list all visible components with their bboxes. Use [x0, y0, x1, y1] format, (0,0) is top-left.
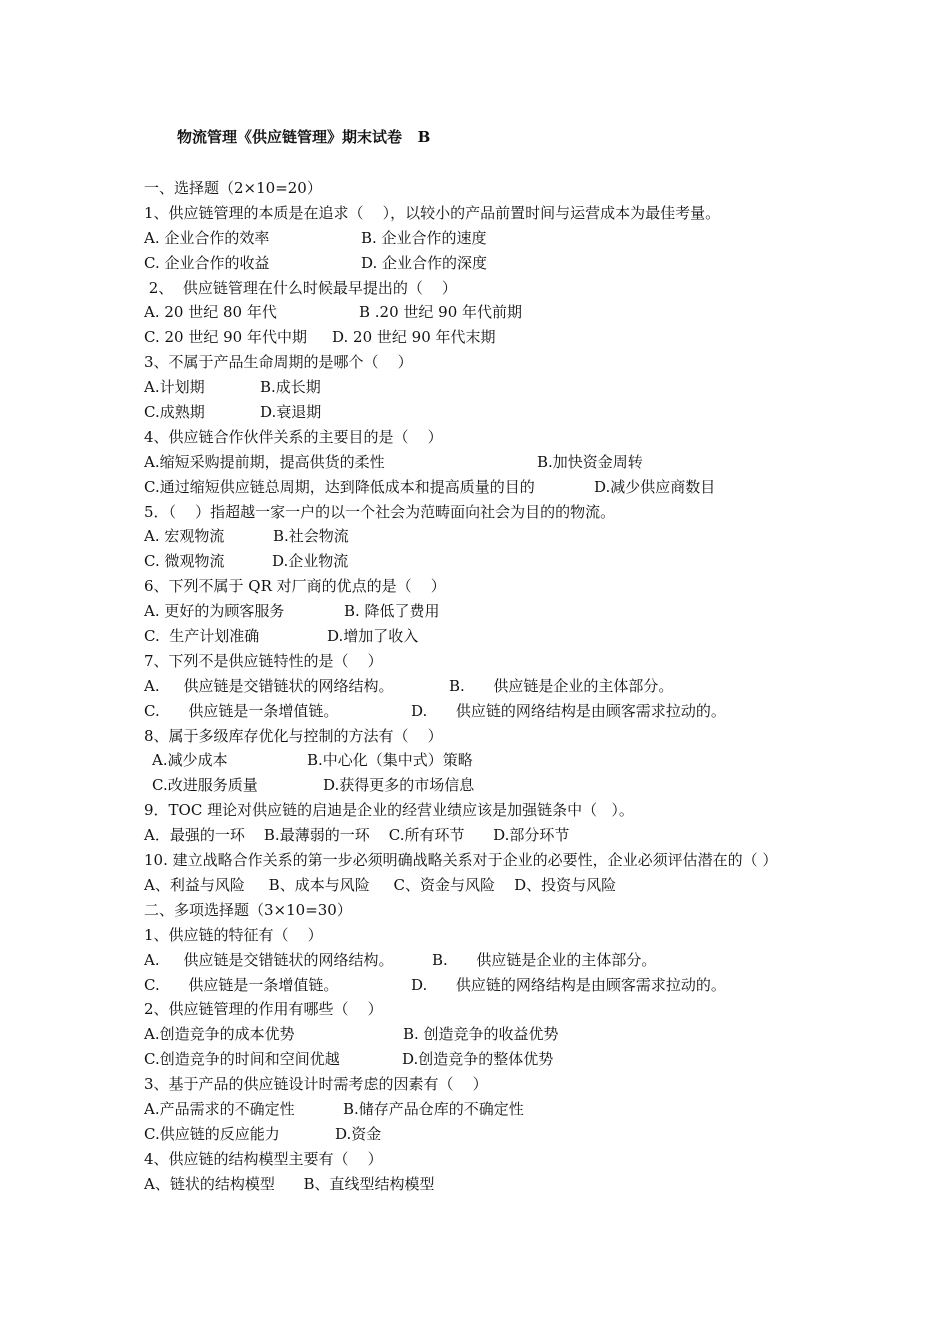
- option-c: C.通过缩短供应链总周期，达到降低成本和提高质量的目的: [144, 477, 535, 496]
- option-d: D. 供应链的网络结构是由顾客需求拉动的。: [411, 975, 726, 994]
- option-d: D.增加了收入: [327, 627, 419, 646]
- option-b: B. 企业合作的速度: [361, 228, 487, 247]
- option-d: D.资金: [335, 1124, 382, 1143]
- option-c: C.创造竞争的时间和空间优越: [144, 1050, 340, 1069]
- question-stem: 6、下列不属于 QR 对厂商的优点的是（ ）: [144, 577, 446, 596]
- question-stem: 3、不属于产品生命周期的是哪个（ ）: [144, 353, 413, 372]
- question-stem: 4、供应链合作伙伴关系的主要目的是（ ）: [144, 427, 443, 446]
- option-a: A.缩短采购提前期，提高供货的柔性: [144, 452, 385, 471]
- option-b: B. 降低了费用: [344, 602, 440, 621]
- option-a: A.产品需求的不确定性: [144, 1099, 295, 1118]
- option-b: B.储存产品仓库的不确定性: [343, 1099, 524, 1118]
- option-c: C. 供应链是一条增值链。: [144, 975, 339, 994]
- option-c: C.改进服务质量: [152, 776, 258, 795]
- question-stem: 9．TOC 理论对供应链的启迪是企业的经营业绩应该是加强链条中（ ）。: [144, 801, 634, 820]
- option-a: A. 更好的为顾客服务: [144, 602, 285, 621]
- option-d: D.企业物流: [272, 552, 349, 571]
- option-b: B. 创造竞争的收益优势: [403, 1025, 559, 1044]
- exam-content: [144, 176, 834, 1197]
- option-a: A. 供应链是交错链状的网络结构。: [144, 950, 394, 969]
- option-b: B.加快资金周转: [537, 452, 643, 471]
- option-d: D.衰退期: [260, 403, 322, 422]
- question-stem: 7、下列不是供应链特性的是（ ）: [144, 651, 383, 670]
- option-a: A. 宏观物流: [144, 527, 225, 546]
- option-c: C. 供应链是一条增值链。: [144, 701, 339, 720]
- question-stem: 1、供应链的特征有（ ）: [144, 925, 323, 944]
- page-title: 物流管理《供应链管理》期末试卷 B: [177, 128, 431, 146]
- question-stem: 2、供应链管理的作用有哪些（ ）: [144, 1000, 383, 1019]
- question-stem: 3、基于产品的供应链设计时需考虑的因素有（ ）: [144, 1075, 488, 1094]
- option-c: C. 微观物流: [144, 552, 225, 571]
- question-options: A．最强的一环 B.最薄弱的一环 C.所有环节 D.部分环节: [144, 826, 570, 845]
- option-d: D.减少供应商数目: [594, 477, 716, 496]
- question-stem: 10. 建立战略合作关系的第一步必须明确战略关系对于企业的必要性，企业必须评估潜在的（ ）: [144, 851, 778, 870]
- option-c: C.供应链的反应能力: [144, 1124, 280, 1143]
- option-d: D. 20 世纪 90 年代末期: [332, 328, 496, 347]
- option-d: D. 供应链的网络结构是由顾客需求拉动的。: [411, 701, 726, 720]
- option-c: C. 企业合作的收益: [144, 253, 270, 272]
- option-b: B .20 世纪 90 年代前期: [359, 303, 523, 322]
- option-b: B. 供应链是企业的主体部分。: [432, 950, 657, 969]
- question-options: A、利益与风险 B、成本与风险 C、资金与风险 D、投资与风险: [144, 875, 617, 894]
- question-options: A、链状的结构模型 B、直线型结构模型: [144, 1174, 435, 1193]
- option-c: C. 20 世纪 90 年代中期: [144, 328, 307, 347]
- section-heading: 一、选择题（2×10=20）: [144, 179, 322, 197]
- option-c: C.成熟期: [144, 403, 205, 422]
- option-a: A.计划期: [144, 378, 205, 397]
- option-a: A. 企业合作的效率: [144, 228, 270, 247]
- option-b: B.中心化（集中式）策略: [307, 751, 473, 770]
- question-stem: 1、供应链管理的本质是在追求（ ），以较小的产品前置时间与运营成本为最佳考量。: [144, 203, 721, 222]
- option-b: B.成长期: [260, 378, 321, 397]
- section-heading: 二、多项选择题（3×10=30）: [144, 900, 352, 919]
- option-b: B.社会物流: [273, 527, 349, 546]
- option-c: C. 生产计划准确: [144, 627, 260, 646]
- option-d: D.创造竞争的整体优势: [402, 1050, 554, 1069]
- option-d: D. 企业合作的深度: [361, 253, 488, 272]
- option-a: A. 供应链是交错链状的网络结构。: [144, 676, 394, 695]
- option-b: B. 供应链是企业的主体部分。: [449, 676, 674, 695]
- question-stem: 2、 供应链管理在什么时候最早提出的（ ）: [144, 278, 457, 297]
- question-stem: 4、供应链的结构模型主要有（ ）: [144, 1149, 383, 1168]
- option-a: A. 20 世纪 80 年代: [144, 303, 277, 322]
- option-a: A.创造竞争的成本优势: [144, 1025, 295, 1044]
- question-stem: 5．（ ）指超越一家一户的以一个社会为范畴面向社会为目的的物流。: [144, 502, 616, 521]
- option-a: A.减少成本: [152, 751, 228, 770]
- question-stem: 8、属于多级库存优化与控制的方法有（ ）: [144, 726, 443, 745]
- option-d: D.获得更多的市场信息: [323, 776, 475, 795]
